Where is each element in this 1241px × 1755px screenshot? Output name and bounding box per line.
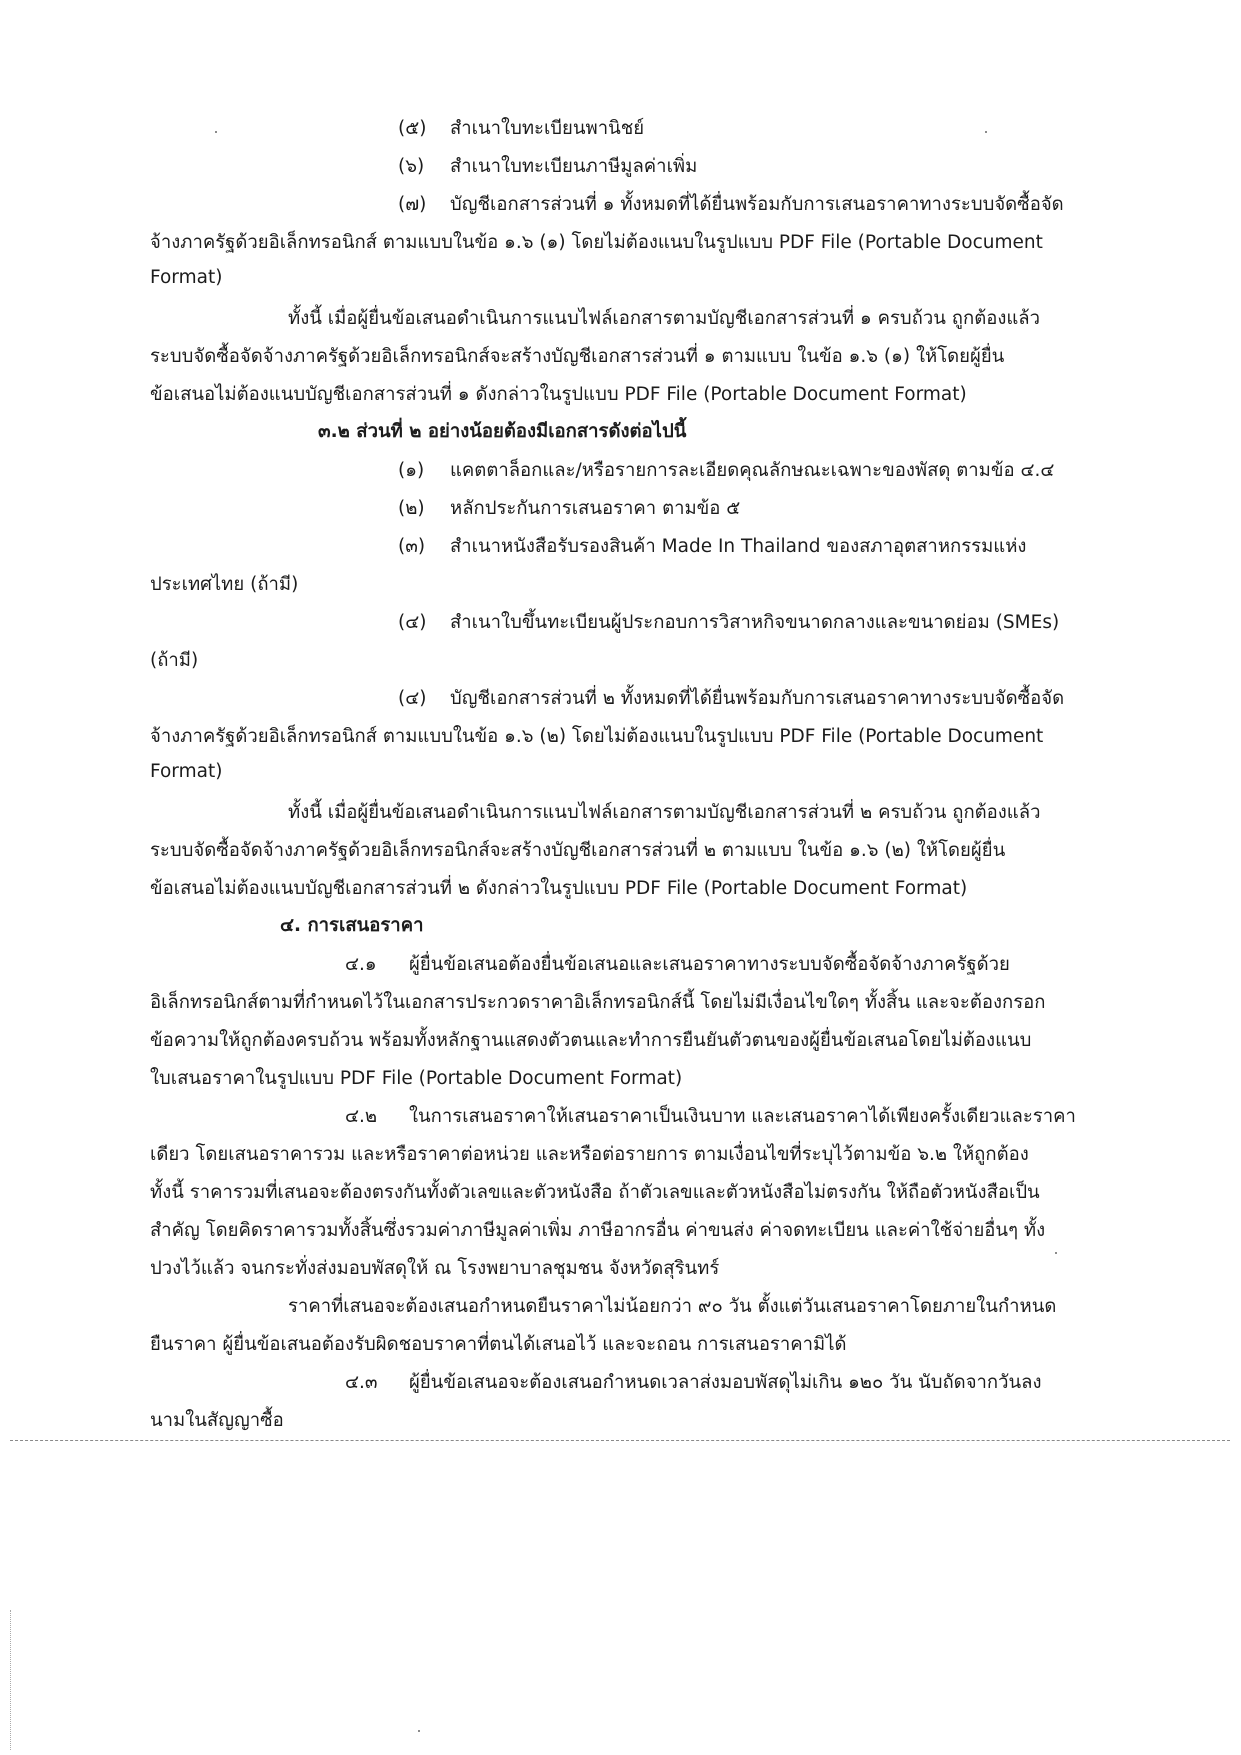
paragraph-line: นามในสัญญาซื้อ [150, 1410, 284, 1431]
scan-speck [418, 1730, 420, 1732]
scan-edge-mark [10, 1610, 11, 1750]
item-number: (๔) [398, 688, 427, 709]
item-number: (๓) [398, 536, 426, 557]
item-number: (๒) [398, 498, 425, 519]
item-text: สำเนาใบทะเบียนพานิชย์ [450, 118, 645, 139]
clause-text: ผู้ยื่นข้อเสนอต้องยื่นข้อเสนอและเสนอราคาทางระบบจัดซื้อจัดจ้างภาครัฐด้วย [409, 954, 1010, 975]
list-item-4 [398, 608, 1059, 638]
paragraph-line: ข้อความให้ถูกต้องครบถ้วน พร้อมทั้งหลักฐานแสดงตัวตนและทำการยืนยันตัวตนของผู้ยื่นข้อเสนอโดยไม่ต้องแนบ [150, 1030, 1032, 1051]
item-text: สำเนาหนังสือรับรองสินค้า Made In Thailand ของสภาอุตสาหกรรมแห่ง [450, 536, 1027, 557]
item-text: สำเนาใบขึ้นทะเบียนผู้ประกอบการวิสาหกิจขนาดกลางและขนาดย่อม (SMEs) [450, 612, 1060, 633]
paragraph-line: (ถ้ามี) [150, 650, 199, 671]
scan-speck [215, 131, 217, 133]
scan-speck [985, 131, 987, 133]
list-item-3 [398, 532, 1026, 562]
paragraph-line: ข้อเสนอไม่ต้องแนบบัญชีเอกสารส่วนที่ ๑ ดังกล่าวในรูปแบบ PDF File (Portable Document Format) [150, 384, 967, 405]
paragraph-line: จ้างภาครัฐด้วยอิเล็กทรอนิกส์ ตามแบบในข้อ ๑.๖ (๒) โดยไม่ต้องแนบในรูปแบบ PDF File (Portable Document [150, 726, 1044, 747]
item-number: (๗) [398, 194, 427, 215]
paragraph-line: ทั้งนี้ ราคารวมที่เสนอจะต้องตรงกันทั้งตัวเลขและตัวหนังสือ ถ้าตัวเลขและตัวหนังสือไม่ตรงกัน ให้ถือตัวหนังสือเป็น [150, 1182, 1040, 1203]
list-item-7 [398, 190, 1064, 220]
section-heading: ๓.๒ ส่วนที่ ๒ อย่างน้อยต้องมีเอกสารดังต่อไปนี้ [318, 421, 687, 442]
item-number: (๔) [398, 612, 427, 633]
clause-number: ๔.๑ [345, 954, 377, 975]
clause-4-1 [345, 950, 1010, 980]
paragraph-line: ประเทศไทย (ถ้ามี) [150, 574, 299, 595]
list-item-5 [398, 114, 644, 144]
list-item-4b [398, 684, 1064, 714]
paragraph-line: ราคาที่เสนอจะต้องเสนอกำหนดยืนราคาไม่น้อยกว่า ๙๐ วัน ตั้งแต่วันเสนอราคาโดยภายในกำหนด [288, 1296, 1057, 1317]
clause-4-2 [345, 1102, 1076, 1132]
item-text: บัญชีเอกสารส่วนที่ ๑ ทั้งหมดที่ได้ยื่นพร้อมกับการเสนอราคาทางระบบจัดซื้อจัด [450, 194, 1064, 215]
clause-number: ๔.๓ [345, 1372, 378, 1393]
paragraph-line: ข้อเสนอไม่ต้องแนบบัญชีเอกสารส่วนที่ ๒ ดังกล่าวในรูปแบบ PDF File (Portable Document Format) [150, 878, 968, 899]
clause-number: ๔.๒ [345, 1106, 378, 1127]
item-number: (๕) [398, 118, 427, 139]
scan-speck [1055, 1252, 1057, 1254]
paragraph-line: Format) [150, 267, 223, 288]
item-number: (๑) [398, 460, 425, 481]
paragraph-line: อิเล็กทรอนิกส์ตามที่กำหนดไว้ในเอกสารประกวดราคาอิเล็กทรอนิกส์นี้ โดยไม่มีเงื่อนไขใดๆ ทั้งสิ้น และจะต้องกรอก [150, 992, 1046, 1013]
list-item-1 [398, 456, 1054, 486]
paragraph-line: เดียว โดยเสนอราคารวม และหรือราคาต่อหน่วย และหรือต่อรายการ ตามเงื่อนไขที่ระบุไว้ตามข้อ ๖.๒ ให้ถูกต้อง [150, 1144, 1029, 1165]
paragraph-line: ใบเสนอราคาในรูปแบบ PDF File (Portable Document Format) [150, 1068, 683, 1089]
item-number: (๖) [398, 156, 425, 177]
footer-divider [10, 1440, 1230, 1442]
list-item-2 [398, 494, 740, 524]
paragraph-line: จ้างภาครัฐด้วยอิเล็กทรอนิกส์ ตามแบบในข้อ ๑.๖ (๑) โดยไม่ต้องแนบในรูปแบบ PDF File (Portable Document [150, 232, 1043, 253]
clause-text: ในการเสนอราคาให้เสนอราคาเป็นเงินบาท และเสนอราคาได้เพียงครั้งเดียวและราคา [409, 1106, 1076, 1127]
item-text: หลักประกันการเสนอราคา ตามข้อ ๕ [450, 498, 741, 519]
clause-4-3 [345, 1368, 1042, 1398]
list-item-6 [398, 152, 697, 182]
item-text: บัญชีเอกสารส่วนที่ ๒ ทั้งหมดที่ได้ยื่นพร้อมกับการเสนอราคาทางระบบจัดซื้อจัด [450, 688, 1065, 709]
paragraph-line: ทั้งนี้ เมื่อผู้ยื่นข้อเสนอดำเนินการแนบไฟล์เอกสารตามบัญชีเอกสารส่วนที่ ๑ ครบถ้วน ถูกต้องแล้ว [288, 308, 1041, 329]
item-text: สำเนาใบทะเบียนภาษีมูลค่าเพิ่ม [450, 156, 698, 177]
paragraph-line: ระบบจัดซื้อจัดจ้างภาครัฐด้วยอิเล็กทรอนิกส์จะสร้างบัญชีเอกสารส่วนที่ ๒ ตามแบบ ในข้อ ๑.๖ (๒) ให้โดยผู้ยื่น [150, 840, 1006, 861]
section-heading: ๔. การเสนอราคา [280, 915, 424, 936]
paragraph-line: ทั้งนี้ เมื่อผู้ยื่นข้อเสนอดำเนินการแนบไฟล์เอกสารตามบัญชีเอกสารส่วนที่ ๒ ครบถ้วน ถูกต้องแล้ว [288, 802, 1041, 823]
paragraph-line: ยืนราคา ผู้ยื่นข้อเสนอต้องรับผิดชอบราคาที่ตนได้เสนอไว้ และจะถอน การเสนอราคามิได้ [150, 1334, 847, 1355]
paragraph-line: Format) [150, 761, 223, 782]
paragraph-line: ระบบจัดซื้อจัดจ้างภาครัฐด้วยอิเล็กทรอนิกส์จะสร้างบัญชีเอกสารส่วนที่ ๑ ตามแบบ ในข้อ ๑.๖ (๑) ให้โดยผู้ยื่น [150, 346, 1005, 367]
paragraph-line: ปวงไว้แล้ว จนกระทั่งส่งมอบพัสดุให้ ณ โรงพยาบาลชุมชน จังหวัดสุรินทร์ [150, 1258, 720, 1279]
paragraph-line: สำคัญ โดยคิดราคารวมทั้งสิ้นซึ่งรวมค่าภาษีมูลค่าเพิ่ม ภาษีอากรอื่น ค่าขนส่ง ค่าจดทะเบียน และค่าใช้จ่ายอื่นๆ ทั้ง [150, 1220, 1046, 1241]
clause-text: ผู้ยื่นข้อเสนอจะต้องเสนอกำหนดเวลาส่งมอบพัสดุไม่เกิน ๑๒๐ วัน นับถัดจากวันลง [409, 1372, 1042, 1393]
item-text: แคตตาล็อกและ/หรือรายการละเอียดคุณลักษณะเฉพาะของพัสดุ ตามข้อ ๔.๔ [450, 460, 1055, 481]
